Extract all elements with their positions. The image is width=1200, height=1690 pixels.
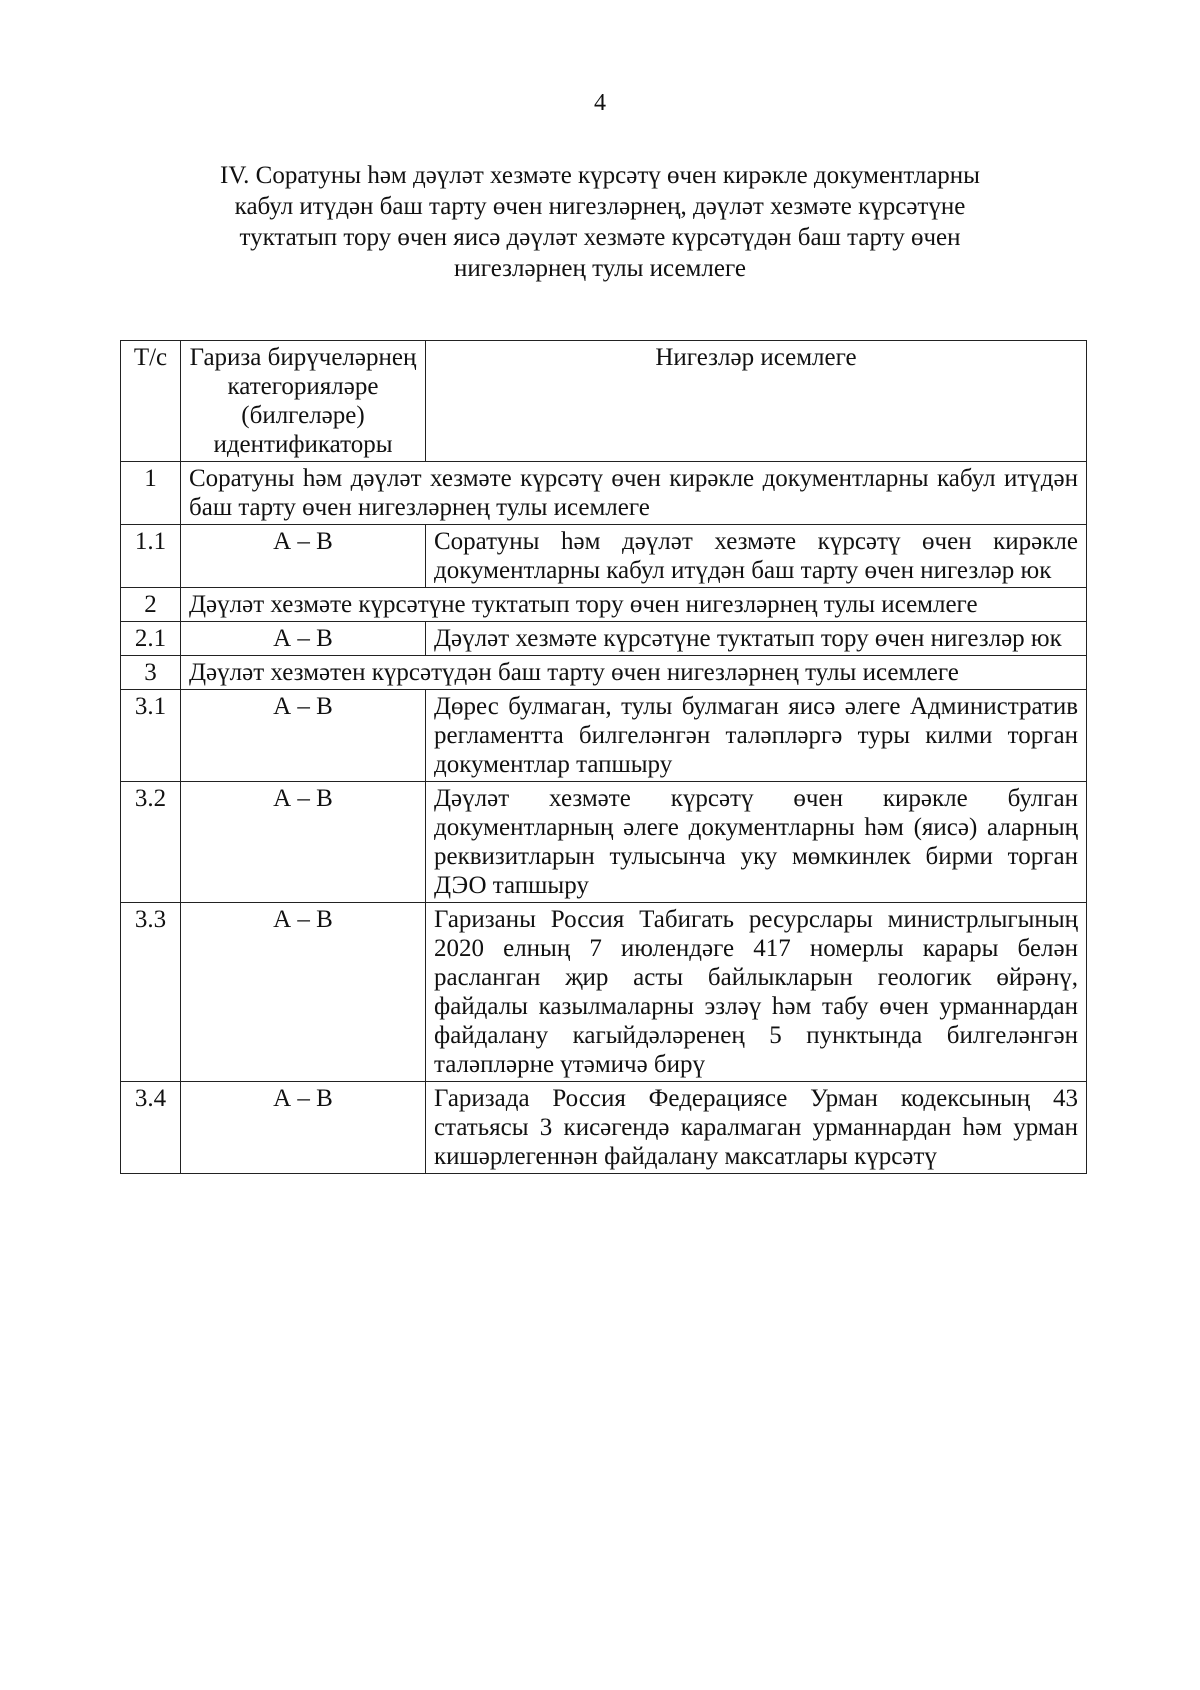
row-number: 1 [121, 462, 181, 525]
table-row [121, 782, 1087, 903]
row-reason: Дөрес булмаган, тулы булмаган яисә әлеге Административ регламентта билгеләнгән таләпләргә туры килми торган документлар тапшыру [426, 690, 1087, 782]
row-number: 2.1 [121, 622, 181, 656]
section-title: Соратуны һәм дәүләт хезмәте күрсәтү өчен кирәкле документларны кабул итүдән баш тарту өчен нигезләрнең тулы исемлеге [181, 462, 1087, 525]
header-reasons: Нигезләр исемлеге [426, 341, 1087, 462]
row-category: А – В [181, 1082, 426, 1174]
row-reason: Дәүләт хезмәте күрсәтү өчен кирәкле булган документларның әлеге документларны һәм (яисә) аларның реквизитларын тулысынча уку мөмкинлек бирми торган ДЭО тапшыру [426, 782, 1087, 903]
row-reason: Соратуны һәм дәүләт хезмәте күрсәтү өчен кирәкле документларны кабул итүдән баш тарту өчен нигезләр юк [426, 525, 1087, 588]
table-row [121, 525, 1087, 588]
heading-line: IV. Соратуны һәм дәүләт хезмәте күрсәтү өчен кирәкле документларны [220, 162, 980, 189]
table-row [121, 690, 1087, 782]
table-row [121, 903, 1087, 1082]
page-number: 4 [594, 90, 606, 116]
header-category: Гариза бирүчеләрнең категорияләре (билгеләре) идентификаторы [181, 341, 426, 462]
row-category: А – В [181, 622, 426, 656]
row-reason: Гаризаны Россия Табигать ресурслары министрлыгының 2020 елның 7 июлендәге 417 номерлы карары белән расланган җир асты байлыкларын геологик өйрәнү, файдалы казылмаларны эзләү һәм табу өчен урманнардан файдалану кагыйдәләренең 5 пунктында билгеләнгән таләпләрне үтәмичә бирү [426, 903, 1087, 1082]
section-title: Дәүләт хезмәте күрсәтүне туктатып тору өчен нигезләрнең тулы исемлеге [181, 588, 1087, 622]
table-header-row [121, 341, 1087, 462]
row-number: 3 [121, 656, 181, 690]
table-row [121, 622, 1087, 656]
section-heading [150, 160, 1050, 284]
row-number: 2 [121, 588, 181, 622]
table-row [121, 1082, 1087, 1174]
row-number: 3.3 [121, 903, 181, 1082]
row-reason: Гаризада Россия Федерациясе Урман кодексының 43 статьясы 3 кисәгендә каралмаган урманнардан һәм урман кишәрлегеннән файдалану максатлары күрсәтү [426, 1082, 1087, 1174]
row-number: 3.1 [121, 690, 181, 782]
header-number: Т/с [121, 341, 181, 462]
row-number: 1.1 [121, 525, 181, 588]
row-number: 3.2 [121, 782, 181, 903]
row-reason: Дәүләт хезмәте күрсәтүне туктатып тору өчен нигезләр юк [426, 622, 1087, 656]
row-category: А – В [181, 903, 426, 1082]
row-number: 3.4 [121, 1082, 181, 1174]
heading-line: туктатып тору өчен яисә дәүләт хезмәте күрсәтүдән баш тарту өчен [239, 224, 961, 251]
row-category: А – В [181, 782, 426, 903]
table-row [121, 462, 1087, 525]
section-title: Дәүләт хезмәтен күрсәтүдән баш тарту өчен нигезләрнең тулы исемлеге [181, 656, 1087, 690]
row-category: А – В [181, 690, 426, 782]
heading-line: нигезләрнең тулы исемлеге [454, 255, 746, 282]
grounds-table [120, 340, 1087, 1174]
heading-line: кабул итүдән баш тарту өчен нигезләрнең, дәүләт хезмәте күрсәтүне [234, 193, 966, 220]
table-row [121, 656, 1087, 690]
table-row [121, 588, 1087, 622]
row-category: А – В [181, 525, 426, 588]
